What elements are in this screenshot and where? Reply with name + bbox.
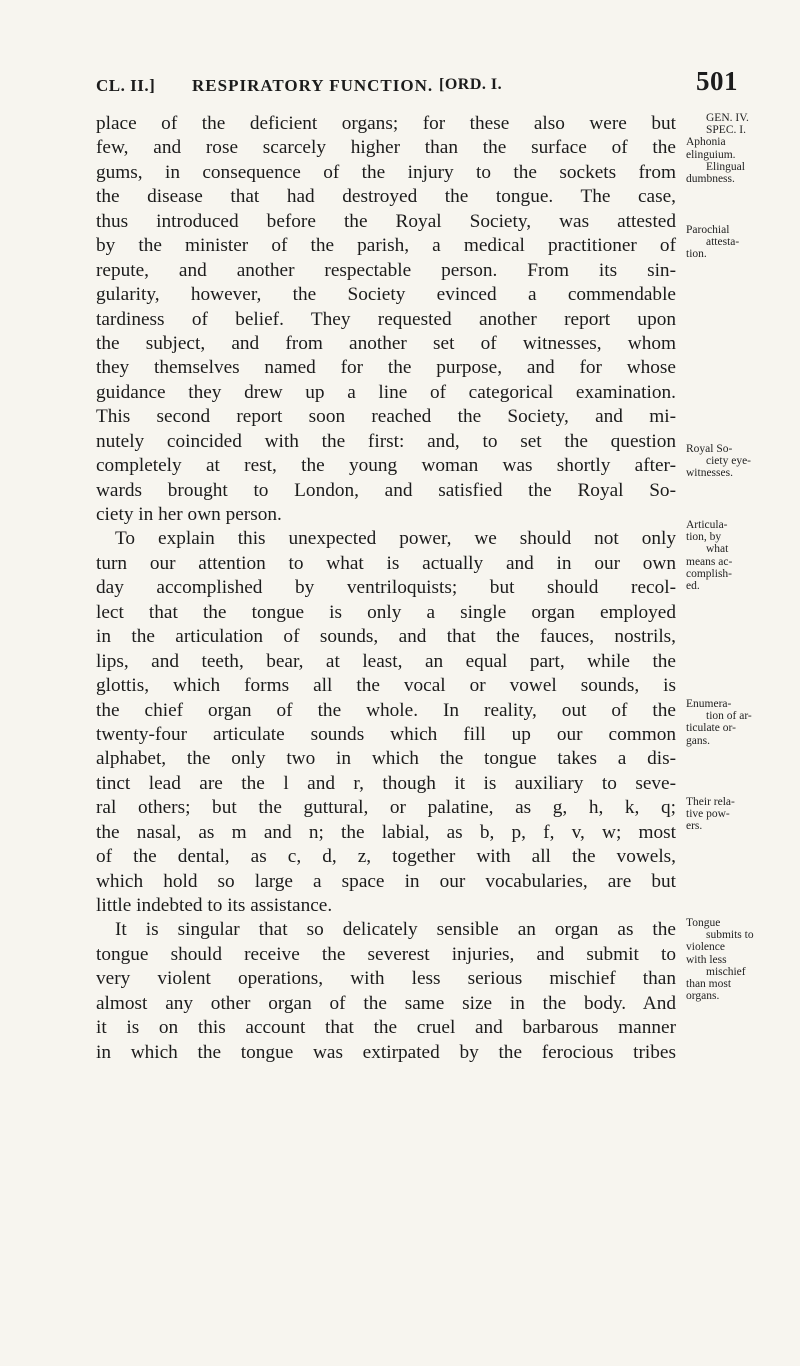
margin-note-genus: GEN. IV. SPEC. I. Aphonia elinguium. Elingual dumbness. xyxy=(686,112,749,186)
text-line: which hold so large a space in our vocabularies, are but xyxy=(96,870,676,892)
text-line: This second report soon reached the Society, and mi- xyxy=(96,406,676,428)
running-header xyxy=(96,60,738,106)
running-title: RESPIRATORY FUNCTION. xyxy=(192,76,434,95)
text-line: nutely coincided with the first: and, to set the question xyxy=(96,430,676,452)
text-line: the nasal, as m and n; the labial, as b, p, f, v, w; most xyxy=(96,821,676,843)
text-line: it is on this account that the cruel and barbarous manner xyxy=(96,1017,676,1039)
text-line: the disease that had destroyed the tongue. The case, xyxy=(96,186,676,208)
text-line: gums, in consequence of the injury to the sockets from xyxy=(96,161,676,183)
margin-note-relative-powers: Their rela- tive pow- ers. xyxy=(686,796,735,833)
text-line: day accomplished by ventriloquists; but should recol- xyxy=(96,577,676,599)
text-line: tinct lead are the l and r, though it is auxiliary to seve- xyxy=(96,772,676,794)
page-number: 501 xyxy=(696,66,738,96)
text-line: they themselves named for the purpose, and for whose xyxy=(96,357,676,379)
text-line: It is singular that so delicately sensible an organ as the xyxy=(115,919,676,941)
text-line: very violent operations, with less serious mischief than xyxy=(96,968,676,990)
text-line: twenty-four articulate sounds which fill up our common xyxy=(96,723,676,745)
text-line: ral others; but the guttural, or palatine, as g, h, k, q; xyxy=(96,797,676,819)
text-line: alphabet, the only two in which the tongue takes a dis- xyxy=(96,748,676,770)
text-line: in the articulation of sounds, and that the fauces, nostrils, xyxy=(96,626,676,648)
text-line: lips, and teeth, bear, at least, an equal part, while the xyxy=(96,650,676,672)
text-line: completely at rest, the young woman was shortly after- xyxy=(96,455,676,477)
text-line: glottis, which forms all the vocal or vowel sounds, is xyxy=(96,675,676,697)
margin-note-tongue: Tongue submits to violence with less mischief than most organs. xyxy=(686,917,754,1003)
text-line: the subject, and from another set of witnesses, whom xyxy=(96,332,676,354)
text-line: tongue should receive the severest injuries, and submit to xyxy=(96,943,676,965)
text-line: almost any other organ of the same size in the body. And xyxy=(96,992,676,1014)
margin-note-enumeration: Enumera- tion of ar- ticulate or- gans. xyxy=(686,698,752,747)
order-label: [ORD. I. xyxy=(439,76,503,93)
text-line: To explain this unexpected power, we should not only xyxy=(115,528,676,550)
text-line: the chief organ of the whole. In reality, out of the xyxy=(96,699,676,721)
text-line: little indebted to its assistance. xyxy=(96,895,333,916)
margin-note-parochial: Parochial attesta- tion. xyxy=(686,224,740,261)
chapter-label: CL. II.] xyxy=(96,76,156,95)
text-line: few, and rose scarcely higher than the surface of the xyxy=(96,137,676,159)
text-line: turn our attention to what is actually and in our own xyxy=(96,552,676,574)
text-line: gularity, however, the Society evinced a commendable xyxy=(96,284,676,306)
text-line: guidance they drew up a line of categorical examination. xyxy=(96,381,676,403)
body-text xyxy=(96,112,676,1065)
text-line: thus introduced before the Royal Society, was attested xyxy=(96,210,676,232)
text-line: of the dental, as c, d, z, together with all the vowels, xyxy=(96,846,676,868)
text-line: repute, and another respectable person. From its sin- xyxy=(96,259,676,281)
text-line: tardiness of belief. They requested another report upon xyxy=(96,308,676,330)
text-line: wards brought to London, and satisfied the Royal So- xyxy=(96,479,676,501)
margin-note-articulation: Articula- tion, by what means ac- complish- ed. xyxy=(686,519,733,593)
margin-note-royal-society: Royal So- ciety eye- witnesses. xyxy=(686,443,752,480)
text-line: place of the deficient organs; for these also were but xyxy=(96,113,676,134)
text-line: lect that the tongue is only a single organ employed xyxy=(96,601,676,623)
text-line: in which the tongue was extirpated by the ferocious tribes xyxy=(96,1041,676,1063)
text-line: ciety in her own person. xyxy=(96,504,282,525)
text-line: by the minister of the parish, a medical practitioner of xyxy=(96,235,676,257)
